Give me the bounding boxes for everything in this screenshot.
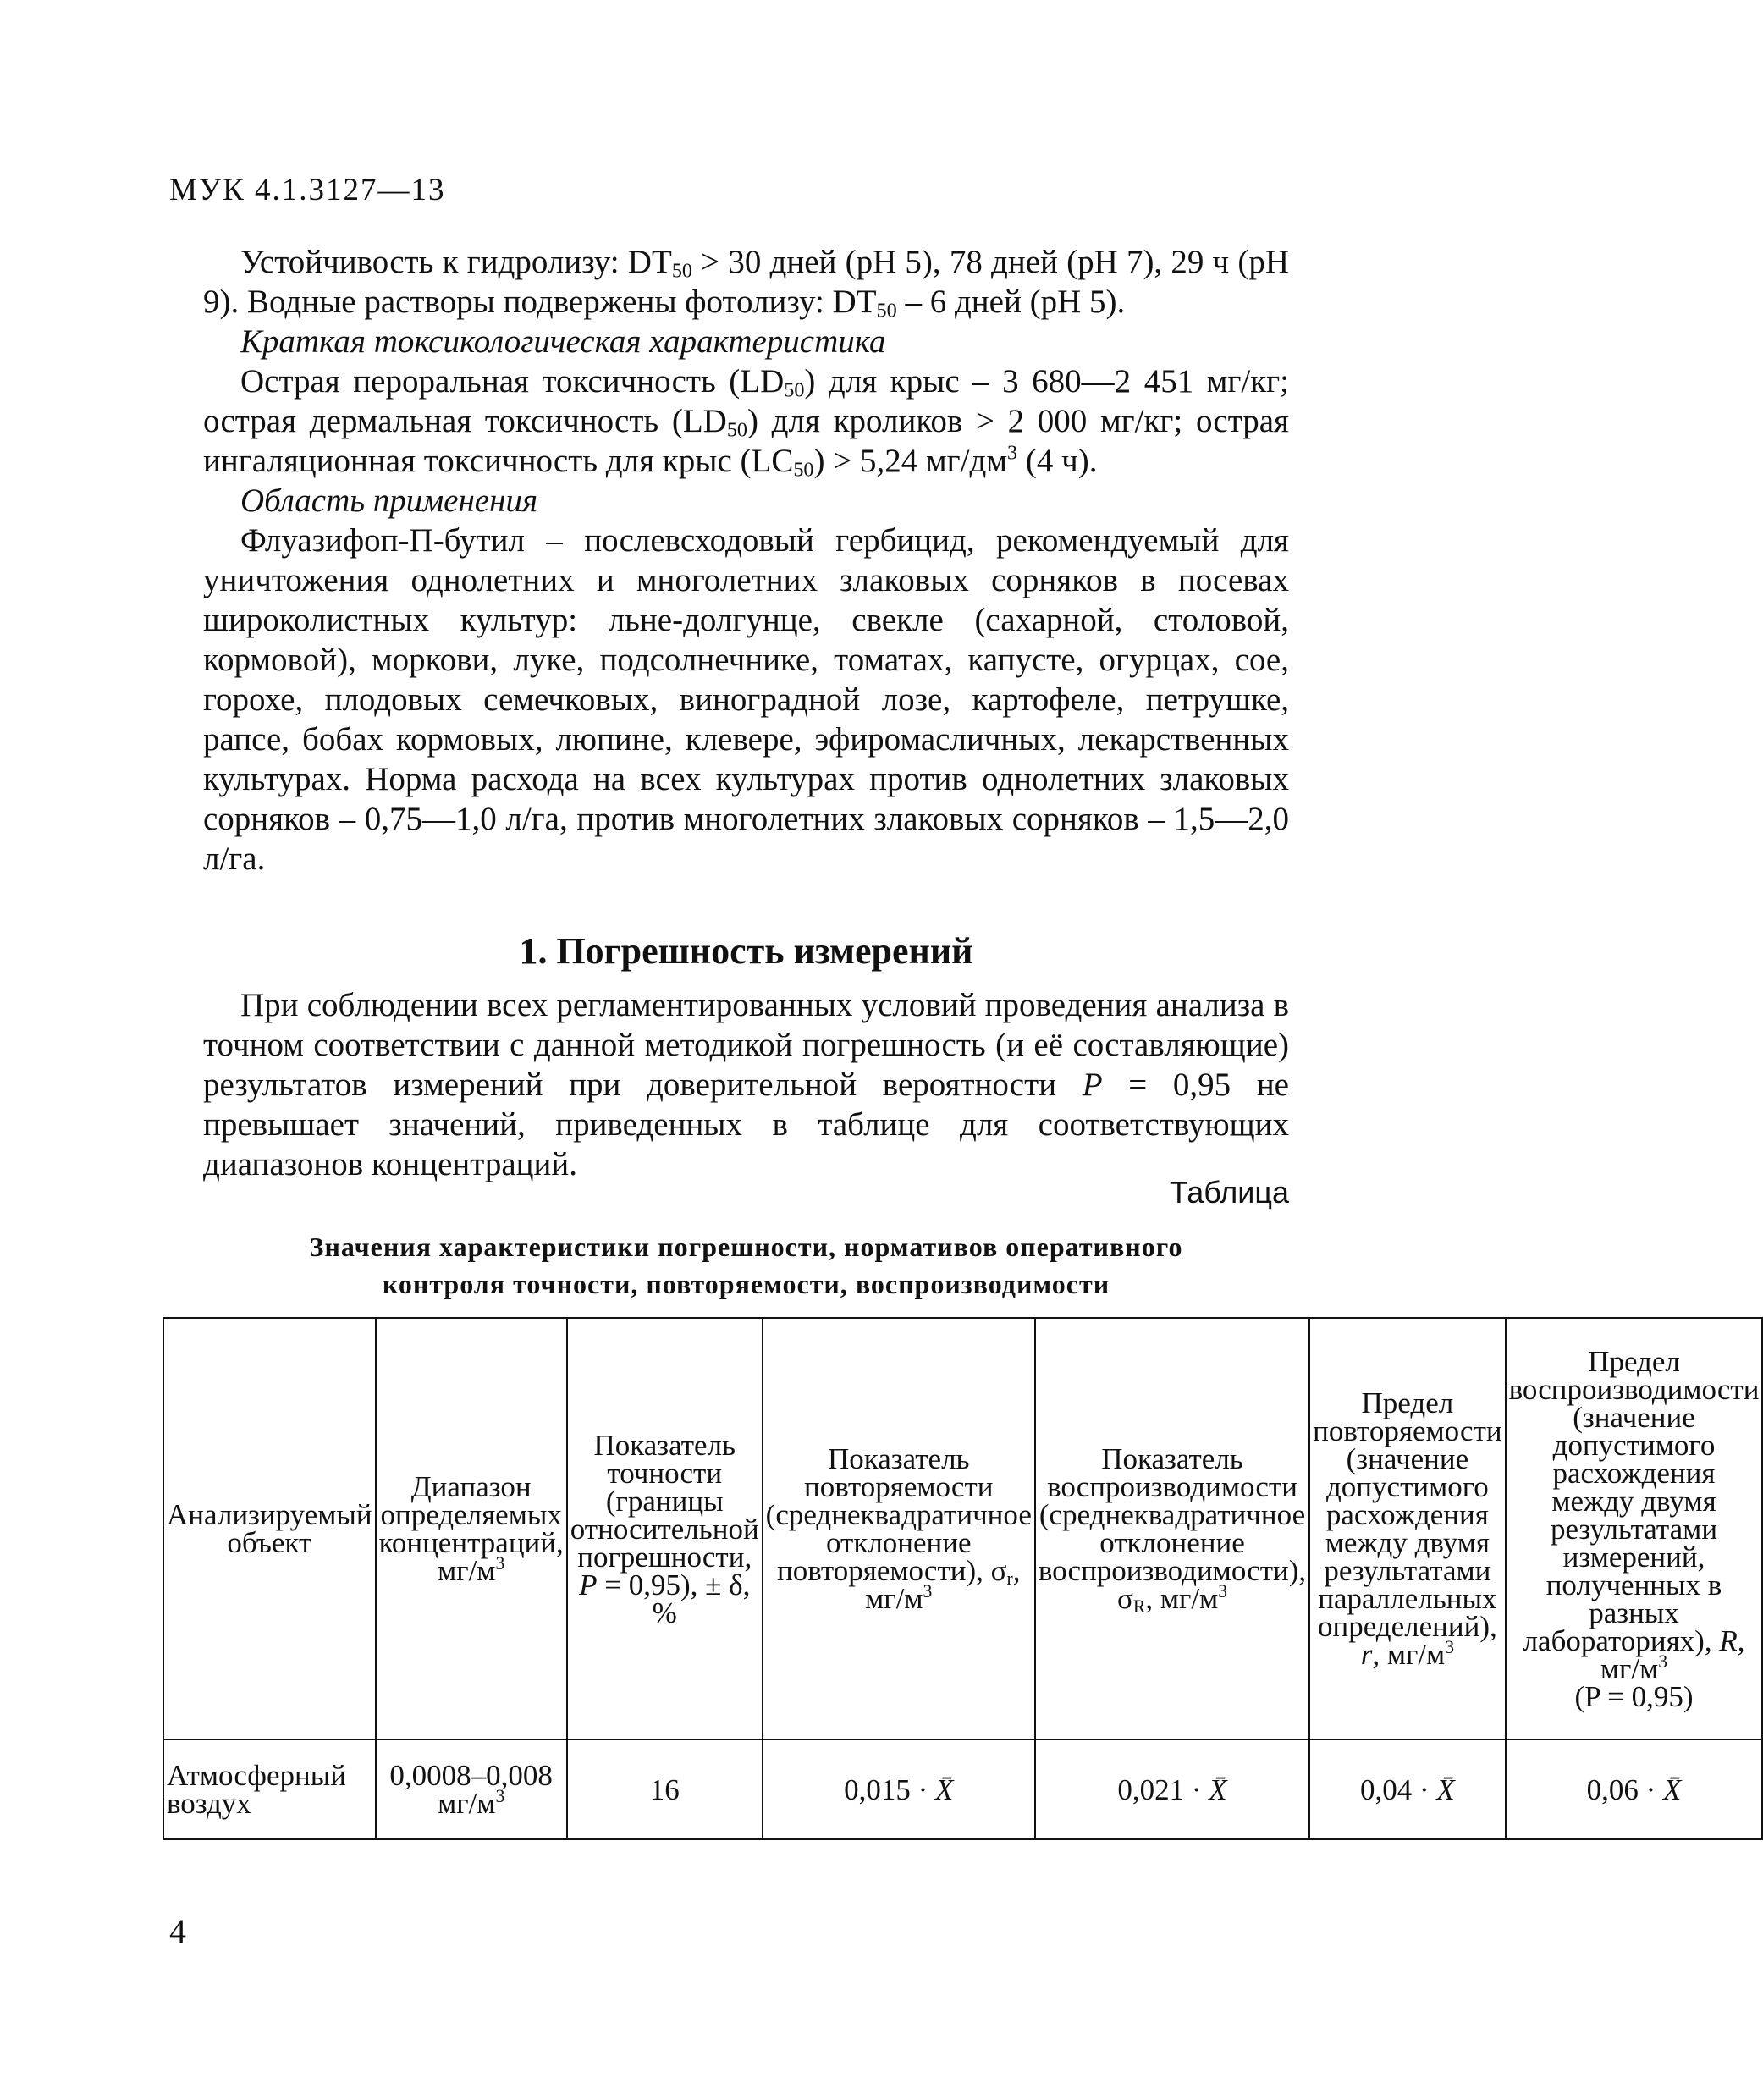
application-paragraph: Флуазифоп-П-бутил – послевсходовый гербицид, рекомендуемый для уничтожения однолетних и многолетних злаковых сорняков в посевах широколистных культур: льне-долгунце, свекле (сахарной, столовой, кормовой), моркови, луке, подсолнечнике, томатах, капусте, огурцах, сое, горохе, плодовых семечковых, виноградной лозе, картофеле, петрушке, рапсе, бобах кормовых, люпине, клевере, эфиромасличных, лекарственных культурах. Норма расхода на всех культурах против однолетних злаковых сорняков – 0,75—1,0 л/га, против многолетних злаковых сорняков – 1,5—2,0 л/га. — [203, 522, 1289, 877]
section-paragraph: При соблюдении всех регламентированных условий проведения анализа в точном соответствии с данной методикой погрешность (и её составляющие) результатов измерений при доверительной вероятности P = 0,95 не превышает значений, приведенных в таблице для соответствующих диапазонов концентраций. — [203, 987, 1289, 1182]
main-text-block — [203, 242, 1289, 879]
cell-repeatability: 0,015 · X̄ — [763, 1739, 1035, 1839]
header-reprod-limit: Предел воспроизводимости (значение допустимого расхождения между двумя результатами измерений, полученных в разных лабораториях), R, $мг/м^3$ (P = 0,95) — [1506, 1318, 1763, 1739]
header-object: Анализируемый объект — [163, 1318, 376, 1739]
table-header-row — [163, 1318, 1762, 1739]
header-repeatability: Показатель повторяемости (среднеквадратичное отклонение повторяемости), $\sigma_r$, $мг/м^3$ — [763, 1318, 1035, 1739]
section-title: 1. Погрешность измерений — [519, 930, 973, 972]
document-code: МУК 4.1.3127—13 — [169, 173, 446, 207]
table-label: Таблица — [1169, 1175, 1289, 1210]
page-number: 4 — [169, 1912, 186, 1950]
header-range: Диапазон определяемых концентраций, $мг/м^3$ — [376, 1318, 567, 1739]
tox-paragraph: Острая пероральная токсичность $(LD_{50})$ для крыс – 3 680—2 451 мг/кг; острая дермальная токсичность $(LD_{50})$ для кроликов > 2 000 мг/кг; острая ингаляционная токсичность для крыс $(LC_{50}) > 5,24$ $мг/дм^3$ (4 ч). — [203, 363, 1290, 482]
error-characteristics-table — [163, 1317, 1763, 1840]
header-reproducibility: Показатель воспроизводимости (среднеквадратичное отклонение воспроизводимости), $\sigma_R$, $мг/м^3$ — [1035, 1318, 1309, 1739]
section-text-block — [203, 985, 1289, 1184]
table-title: Значения характеристики погрешности, нормативов оперативного контроля точности, повторяемости, воспроизводимости — [309, 1232, 1183, 1299]
cell-object: Атмосферный воздух — [163, 1739, 376, 1839]
tox-heading: Краткая токсикологическая характеристика — [240, 323, 886, 360]
cell-repeat-limit: 0,04 · X̄ — [1309, 1739, 1505, 1839]
header-repeat-limit: Предел повторяемости (значение допустимого расхождения между двумя результатами параллельных определений), r, $мг/м^3$ — [1309, 1318, 1505, 1739]
cell-reproducibility: 0,021 · X̄ — [1035, 1739, 1309, 1839]
cell-accuracy: 16 — [567, 1739, 763, 1839]
header-accuracy: Показатель точности (границы относительной погрешности, P = 0,95), ± δ, % — [567, 1318, 763, 1739]
cell-reprod-limit: 0,06 · X̄ — [1506, 1739, 1763, 1839]
application-heading: Область применения — [240, 482, 538, 519]
table-row — [163, 1739, 1762, 1839]
hydrolysis-paragraph: Устойчивость к гидролизу: $DT_{50} > 30$ дней (pH 5), 78 дней (pH 7), 29 ч (pH 9). Водные растворы подвержены фотолизу: $DT_{50} - 6$ дней (pH 5). — [203, 244, 1289, 322]
cell-range: 0,0008–0,008 $мг/м^3$ — [376, 1739, 567, 1839]
